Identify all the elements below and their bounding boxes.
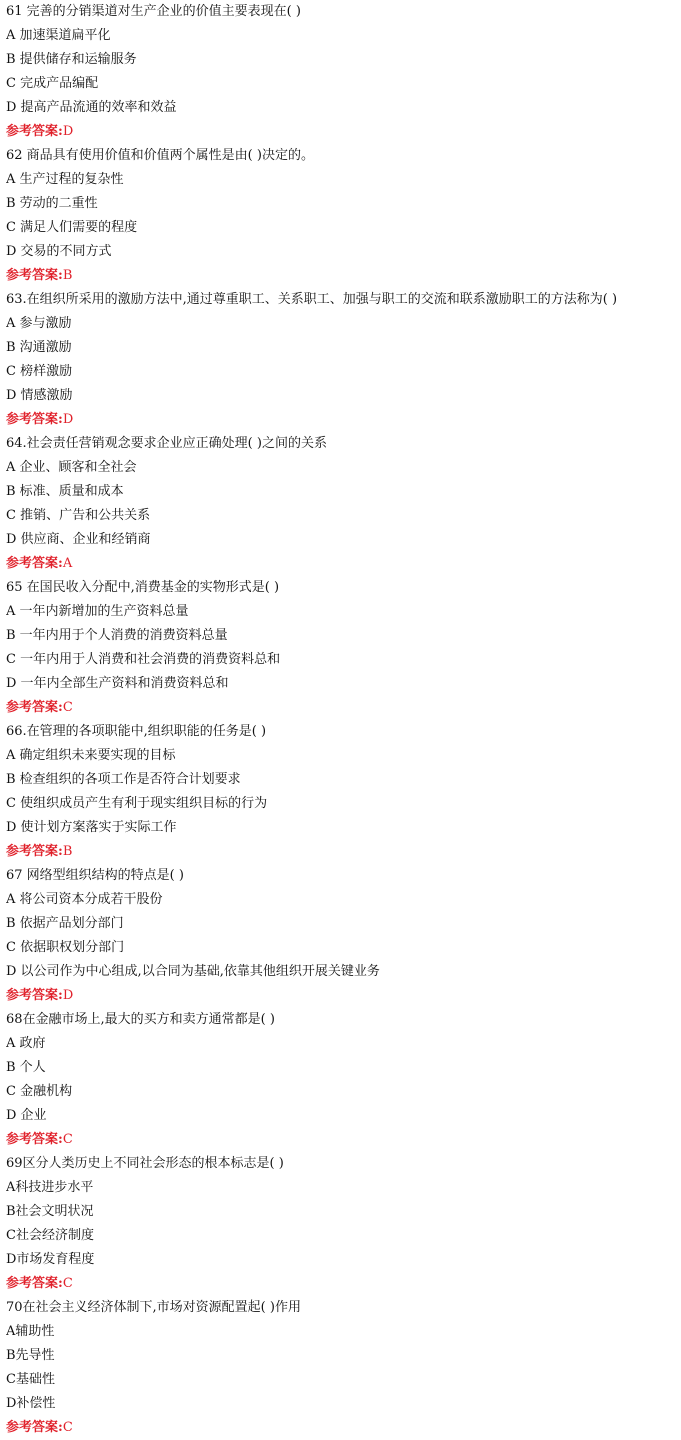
answer-option: B 沟通激励 [6, 340, 72, 355]
answer-option: A 加速渠道扁平化 [6, 28, 111, 43]
question-block [6, 432, 676, 576]
question-stem: 63.在组织所采用的激励方法中,通过尊重职工、关系职工、加强与职工的交流和联系激励职工的方法称为( ) [6, 292, 618, 307]
answer-option: B 依据产品划分部门 [6, 916, 124, 931]
answer-option: A 将公司资本分成若干股份 [6, 892, 163, 907]
answer-option: A 政府 [6, 1036, 46, 1051]
reference-answer-value: C [62, 700, 73, 715]
answer-option: D补偿性 [6, 1396, 56, 1411]
question-block [6, 1008, 676, 1152]
reference-answer-label: 参考答案: [6, 1132, 63, 1147]
reference-answer [6, 840, 676, 864]
question-block [6, 1152, 676, 1296]
reference-answer [6, 696, 676, 720]
answer-option: A科技进步水平 [6, 1180, 94, 1195]
answer-option: B 一年内用于个人消费的消费资料总量 [6, 628, 228, 643]
answer-option: C 推销、广告和公共关系 [6, 508, 151, 523]
reference-answer-label: 参考答案: [6, 1276, 63, 1291]
question-stem: 66.在管理的各项职能中,组织职能的任务是( ) [6, 724, 267, 739]
answer-option: A 参与激励 [6, 316, 72, 331]
answer-option: D 以公司作为中心组成,以合同为基础,依靠其他组织开展关键业务 [6, 964, 380, 979]
question-stem: 69区分人类历史上不同社会形态的根本标志是( ) [6, 1156, 284, 1171]
answer-option: B 个人 [6, 1060, 46, 1075]
reference-answer-label: 参考答案: [6, 988, 63, 1003]
answer-option: A 企业、顾客和全社会 [6, 460, 137, 475]
question-block [6, 288, 676, 432]
answer-option: B 提供储存和运输服务 [6, 52, 137, 67]
reference-answer-label: 参考答案: [6, 556, 63, 571]
answer-option: C 一年内用于人消费和社会消费的消费资料总和 [6, 652, 281, 667]
answer-option: C 完成产品编配 [6, 76, 99, 91]
question-block [6, 720, 676, 864]
answer-option: B 标准、质量和成本 [6, 484, 124, 499]
answer-option: D 使计划方案落实于实际工作 [6, 820, 177, 835]
reference-answer [6, 1416, 676, 1440]
question-stem: 62 商品具有使用价值和价值两个属性是由( )决定的。 [6, 148, 314, 163]
reference-answer-label: 参考答案: [6, 844, 63, 859]
question-document [6, 0, 676, 1440]
answer-option: C 使组织成员产生有利于现实组织目标的行为 [6, 796, 268, 811]
answer-option: C 依据职权划分部门 [6, 940, 125, 955]
answer-option: C 金融机构 [6, 1084, 73, 1099]
reference-answer [6, 120, 676, 144]
reference-answer [6, 264, 676, 288]
question-block [6, 576, 676, 720]
question-block [6, 0, 676, 144]
reference-answer-value: D [62, 988, 74, 1003]
answer-option: B社会文明状况 [6, 1204, 94, 1219]
reference-answer-label: 参考答案: [6, 412, 63, 427]
reference-answer-value: A [62, 556, 73, 571]
answer-option: C社会经济制度 [6, 1228, 94, 1243]
answer-option: C基础性 [6, 1372, 55, 1387]
question-stem: 67 网络型组织结构的特点是( ) [6, 868, 184, 883]
reference-answer-label: 参考答案: [6, 1420, 63, 1435]
reference-answer-value: B [62, 844, 73, 859]
reference-answer-value: D [62, 124, 74, 139]
question-block [6, 144, 676, 288]
reference-answer-value: C [62, 1276, 73, 1291]
answer-option: D 提高产品流通的效率和效益 [6, 100, 177, 115]
reference-answer-value: B [62, 268, 73, 283]
reference-answer-value: D [62, 412, 74, 427]
answer-option: C 满足人们需要的程度 [6, 220, 138, 235]
answer-option: D 供应商、企业和经销商 [6, 532, 151, 547]
answer-option: B 劳动的二重性 [6, 196, 98, 211]
answer-option: A 生产过程的复杂性 [6, 172, 124, 187]
reference-answer-label: 参考答案: [6, 700, 63, 715]
question-stem: 61 完善的分销渠道对生产企业的价值主要表现在( ) [6, 4, 301, 19]
reference-answer-label: 参考答案: [6, 268, 63, 283]
answer-option: D市场发育程度 [6, 1252, 95, 1267]
reference-answer-value: C [62, 1420, 73, 1435]
reference-answer [6, 552, 676, 576]
question-stem: 70在社会主义经济体制下,市场对资源配置起( )作用 [6, 1300, 301, 1315]
question-stem: 65 在国民收入分配中,消费基金的实物形式是( ) [6, 580, 280, 595]
question-block [6, 864, 676, 1008]
answer-option: D 企业 [6, 1108, 47, 1123]
reference-answer [6, 984, 676, 1008]
answer-option: D 交易的不同方式 [6, 244, 112, 259]
reference-answer-value: C [62, 1132, 73, 1147]
answer-option: A 一年内新增加的生产资料总量 [6, 604, 189, 619]
reference-answer-label: 参考答案: [6, 124, 63, 139]
question-stem: 68在金融市场上,最大的买方和卖方通常都是( ) [6, 1012, 275, 1027]
answer-option: D 情感激励 [6, 388, 73, 403]
reference-answer [6, 1272, 676, 1296]
answer-option: A 确定组织未来要实现的目标 [6, 748, 176, 763]
answer-option: D 一年内全部生产资料和消费资料总和 [6, 676, 229, 691]
answer-option: B先导性 [6, 1348, 55, 1363]
question-stem: 64.社会责任营销观念要求企业应正确处理( )之间的关系 [6, 436, 327, 451]
reference-answer [6, 408, 676, 432]
answer-option: C 榜样激励 [6, 364, 73, 379]
reference-answer [6, 1128, 676, 1152]
answer-option: A辅助性 [6, 1324, 55, 1339]
answer-option: B 检查组织的各项工作是否符合计划要求 [6, 772, 241, 787]
question-block [6, 1296, 676, 1440]
